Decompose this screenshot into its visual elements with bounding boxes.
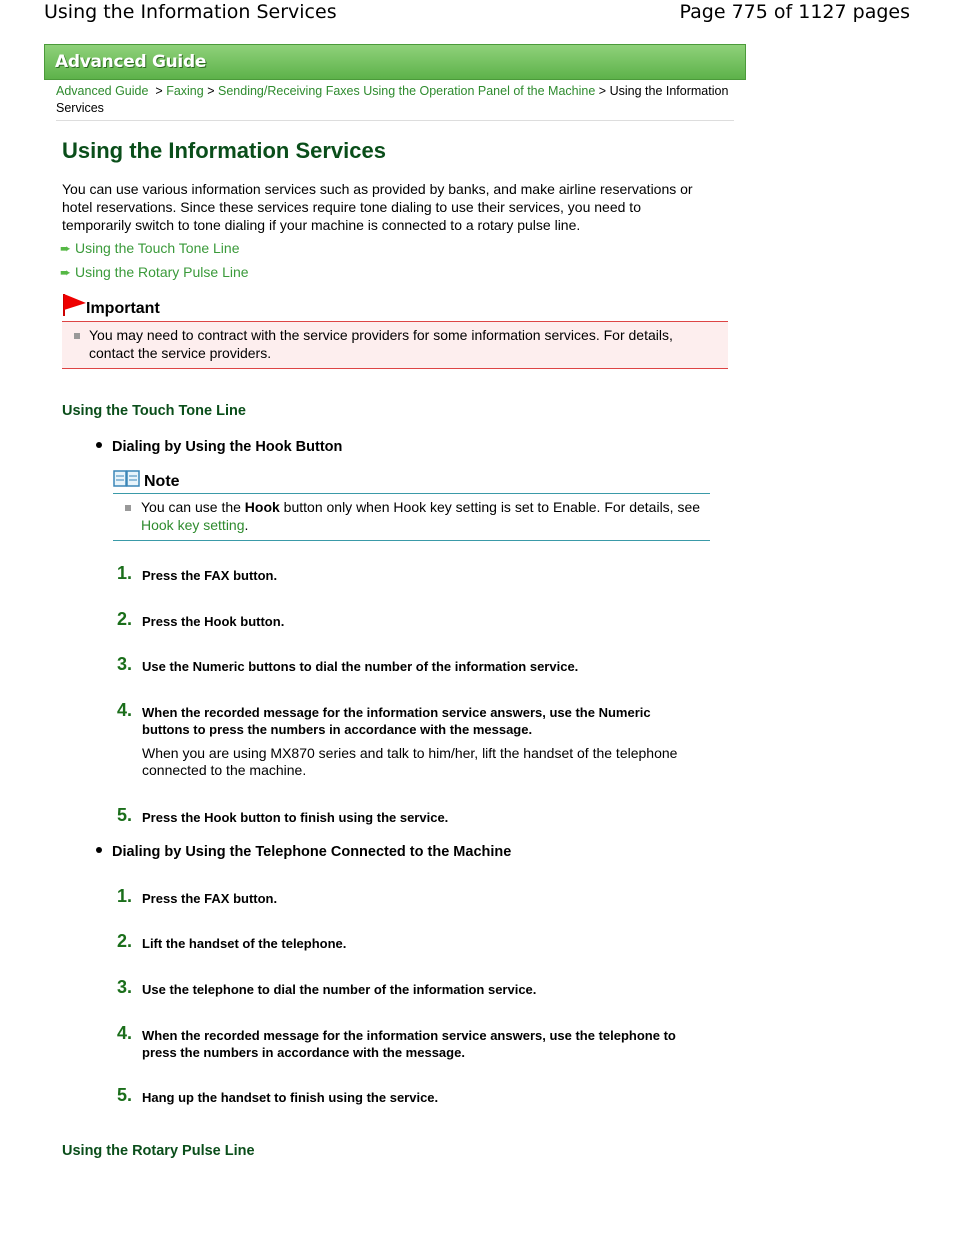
advanced-guide-banner — [44, 44, 746, 80]
step-number: 5. — [117, 1085, 133, 1105]
breadcrumb-separator: > — [598, 84, 607, 98]
intro-paragraph: You can use various information services such as provided by banks, and make airline reservations or hotel reservations. Since these services require tone dialing to use their services, you need to temporarily switch to tone dialing if your machine is connected to a rotary pulse line. — [62, 181, 693, 233]
breadcrumb — [56, 83, 736, 117]
breadcrumb-current: Using the Information Services — [56, 84, 729, 115]
link-rotary-pulse[interactable]: ➨ Using the Rotary Pulse Line — [60, 264, 249, 280]
step-number: 1. — [117, 563, 133, 583]
step-text: Lift the handset of the telephone. — [142, 936, 347, 951]
step-number: 3. — [117, 654, 133, 674]
page-title: Using the Information Services — [62, 138, 386, 163]
step-number: 2. — [117, 931, 133, 951]
divider — [56, 120, 734, 121]
step-text: When the recorded message for the information service answers, use the telephone to press the numbers in accordance with the message. — [142, 1028, 676, 1060]
step-text: Press the FAX button. — [142, 568, 278, 583]
step-number: 4. — [117, 1023, 133, 1043]
step-number: 3. — [117, 977, 133, 997]
arrow-right-icon: ➨ — [60, 265, 71, 280]
subheading-telephone: Dialing by Using the Telephone Connected to the Machine — [96, 844, 511, 860]
important-text: You may need to contract with the service providers for some information services. For details, contact the service providers. — [89, 327, 673, 361]
link-touch-tone[interactable]: ➨ Using the Touch Tone Line — [60, 240, 240, 256]
book-icon — [113, 469, 141, 489]
square-bullet-icon — [74, 333, 80, 339]
bullet-dot-icon — [96, 442, 102, 448]
square-bullet-icon — [125, 505, 131, 511]
step-subtext: When you are using MX870 series and talk to him/her, lift the handset of the telephone connected to the machine. — [142, 745, 678, 778]
step-number: 5. — [117, 805, 133, 825]
section-heading-rotary-pulse: Using the Rotary Pulse Line — [62, 1143, 255, 1159]
page-header-title: Using the Information Services — [44, 1, 337, 23]
important-box — [62, 321, 728, 369]
step-text: Press the FAX button. — [142, 891, 278, 906]
step-text: Press the Hook button to finish using the service. — [142, 810, 449, 825]
bullet-dot-icon — [96, 847, 102, 853]
arrow-right-icon: ➨ — [60, 241, 71, 256]
step-text: Hang up the handset to finish using the service. — [142, 1090, 439, 1105]
section-heading-touch-tone: Using the Touch Tone Line — [62, 403, 246, 419]
breadcrumb-separator: > — [155, 84, 163, 98]
note-box — [113, 493, 710, 541]
link-hook-key-setting[interactable]: Hook key setting — [141, 517, 245, 533]
breadcrumb-faxing[interactable]: Faxing — [166, 84, 204, 98]
note-text: You can use the Hook button only when Hook key setting is set to Enable. For details, see Hook key setting. — [141, 499, 701, 533]
subheading-hook-button: Dialing by Using the Hook Button — [96, 439, 342, 455]
important-title: Important — [86, 300, 160, 317]
step-text: Use the telephone to dial the number of the information service. — [142, 982, 537, 997]
page-number: Page 775 of 1127 pages — [679, 1, 910, 23]
banner-label: Advanced Guide — [55, 52, 207, 72]
step-number: 2. — [117, 609, 133, 629]
breadcrumb-advanced-guide[interactable]: Advanced Guide — [56, 84, 149, 98]
step-number: 1. — [117, 886, 133, 906]
breadcrumb-separator: > — [207, 84, 215, 98]
step-text: When the recorded message for the information service answers, use the Numeric buttons to press the numbers in accordance with the message. — [142, 705, 651, 737]
red-flag-icon — [62, 294, 86, 316]
step-text: Press the Hook button. — [142, 614, 285, 629]
breadcrumb-sending-receiving[interactable]: Sending/Receiving Faxes Using the Operation Panel of the Machine — [218, 84, 596, 98]
note-title: Note — [144, 473, 180, 490]
step-text: Use the Numeric buttons to dial the number of the information service. — [142, 659, 579, 674]
step-number: 4. — [117, 700, 133, 720]
